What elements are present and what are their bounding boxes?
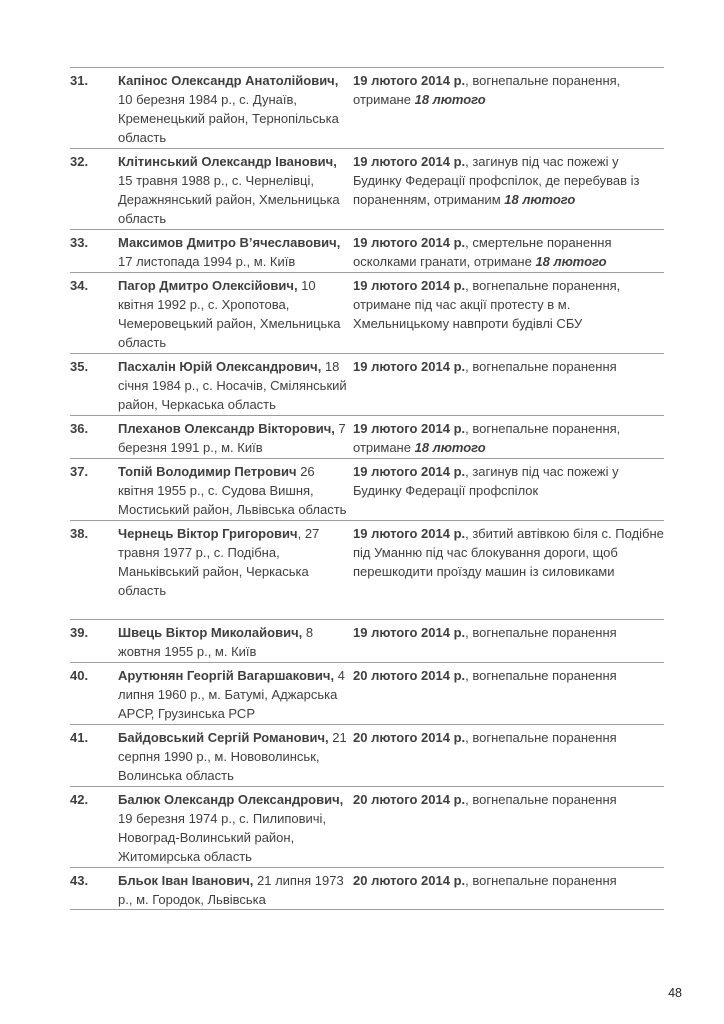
death-info [353,230,664,273]
victim-details: 19 березня 1974 р., с. Пилиповичі, Новоград-Волинський район, Житомирська область [118,811,327,864]
death-date: 19 лютого 2014 р. [353,421,466,436]
death-date: 20 лютого 2014 р. [353,792,466,807]
death-cause: , вогнепальне поранення [465,792,617,807]
victim-details: 15 травня 1988 р., с. Чернелівці, Деражнянський район, Хмельницька область [118,173,340,226]
death-info [353,68,664,149]
victim-details: 21 липня 1973 р., м. Городок, Львівська [118,873,344,907]
table-row [70,273,664,354]
page-number: 48 [668,986,682,1000]
victim-name: Бльок Іван Іванович, [118,873,254,888]
table-row [70,416,664,459]
table-row [70,68,664,149]
row-number: 34. [70,273,118,354]
row-number: 33. [70,230,118,273]
table-row [70,459,664,521]
death-cause: , вогнепальне поранення, отримане [353,73,621,107]
death-info [353,354,664,416]
death-cause: , смертельне поранення осколками гранати, отримане [353,235,612,269]
victim-bio [118,620,353,663]
victim-details: , 27 травня 1977 р., с. Подібна, Маньківський район, Черкаська область [118,526,320,598]
table-row [70,354,664,416]
row-number: 31. [70,68,118,149]
victims-table [70,67,664,910]
victim-details: 26 квітня 1955 р., с. Судова Вишня, Мостиський район, Львівська область [118,464,347,517]
death-info [353,521,664,620]
victim-bio [118,521,353,620]
victim-bio [118,868,353,910]
death-info [353,663,664,725]
victim-details: 21 серпня 1990 р., м. Нововолинськ, Волинська область [118,730,347,783]
victim-details: 10 березня 1984 р., с. Дунаїв, Кременецький район, Тернопільська область [118,92,339,145]
victim-bio [118,68,353,149]
table-row [70,521,664,620]
table-row [70,230,664,273]
death-cause: , вогнепальне поранення [465,873,617,888]
victim-bio [118,354,353,416]
death-date: 19 лютого 2014 р. [353,464,466,479]
row-number: 32. [70,149,118,230]
death-date: 20 лютого 2014 р. [353,730,466,745]
death-info [353,416,664,459]
death-cause: , загинув під час пожежі у Будинку Федерації профспілок [353,464,619,498]
victim-name: Максимов Дмитро В’ячеславович, [118,235,341,250]
victim-details: 17 листопада 1994 р., м. Київ [118,254,296,269]
death-cause-emphasis: 18 лютого [414,92,486,107]
victim-details: 18 січня 1984 р., с. Носачів, Смілянський район, Черкаська область [118,359,347,412]
victim-name: Арутюнян Георгій Вагаршакович, [118,668,335,683]
death-cause: , вогнепальне поранення, отримане [353,421,621,455]
victim-name: Капінос Олександр Анатолійович, [118,73,339,88]
death-date: 19 лютого 2014 р. [353,278,466,293]
death-info [353,273,664,354]
table-row [70,663,664,725]
death-date: 19 лютого 2014 р. [353,73,466,88]
victim-bio [118,273,353,354]
victim-bio [118,416,353,459]
row-number: 40. [70,663,118,725]
table-row [70,787,664,868]
death-info [353,868,664,910]
victim-details: 10 квітня 1992 р., с. Хропотова, Чемеровецький район, Хмельницька область [118,278,341,350]
victim-name: Пасхалін Юрій Олександрович, [118,359,322,374]
victim-name: Балюк Олександр Олександрович, [118,792,344,807]
death-date: 20 лютого 2014 р. [353,873,466,888]
victim-name: Топій Володимир Петрович [118,464,297,479]
death-date: 19 лютого 2014 р. [353,235,466,250]
death-info [353,149,664,230]
row-number: 41. [70,725,118,787]
row-number: 38. [70,521,118,620]
death-info [353,459,664,521]
victim-bio [118,149,353,230]
death-cause-emphasis: 18 лютого [535,254,607,269]
table-row [70,868,664,910]
victim-bio [118,725,353,787]
row-number: 37. [70,459,118,521]
row-number: 43. [70,868,118,910]
victim-bio [118,787,353,868]
row-number: 36. [70,416,118,459]
death-cause-emphasis: 18 лютого [414,440,486,455]
death-cause: , вогнепальне поранення [465,359,617,374]
victim-details: 8 жовтня 1955 р., м. Київ [118,625,314,659]
death-cause: , вогнепальне поранення, отримане під час акції протесту в м. Хмельницькому навпроти будівлі СБУ [353,278,621,331]
victim-bio [118,230,353,273]
death-cause: , вогнепальне поранення [465,625,617,640]
row-number: 35. [70,354,118,416]
table-row [70,725,664,787]
death-date: 19 лютого 2014 р. [353,625,466,640]
death-date: 20 лютого 2014 р. [353,668,466,683]
death-info [353,725,664,787]
victim-name: Плеханов Олександр Вікторович, [118,421,335,436]
victim-name: Чернець Віктор Григорович [118,526,298,541]
victim-name: Клітинський Олександр Іванович, [118,154,337,169]
victim-details: 4 липня 1960 р., м. Батумі, Аджарська АРСР, Грузинська РСР [118,668,345,721]
death-date: 19 лютого 2014 р. [353,154,466,169]
death-cause: , вогнепальне поранення [465,668,617,683]
death-info [353,620,664,663]
death-info [353,787,664,868]
table-row [70,149,664,230]
victims-table-body [70,68,664,910]
death-date: 19 лютого 2014 р. [353,526,466,541]
death-cause: , збитий автівкою біля с. Подібне під Уманню під час блокування дороги, щоб перешкодити проїзду машин із силовиками [353,526,664,579]
death-cause-emphasis: 18 лютого [504,192,576,207]
death-cause: , вогнепальне поранення [465,730,617,745]
death-date: 19 лютого 2014 р. [353,359,466,374]
victim-bio [118,663,353,725]
victim-name: Швець Віктор Миколайович, [118,625,303,640]
death-cause: , загинув під час пожежі у Будинку Федерації профспілок, де перебував із пораненням, отриманим [353,154,640,207]
row-number: 39. [70,620,118,663]
victim-details: 7 березня 1991 р., м. Київ [118,421,346,455]
victim-bio [118,459,353,521]
table-row [70,620,664,663]
victim-name: Байдовський Сергій Романович, [118,730,329,745]
victim-name: Пагор Дмитро Олексійович, [118,278,298,293]
row-number: 42. [70,787,118,868]
